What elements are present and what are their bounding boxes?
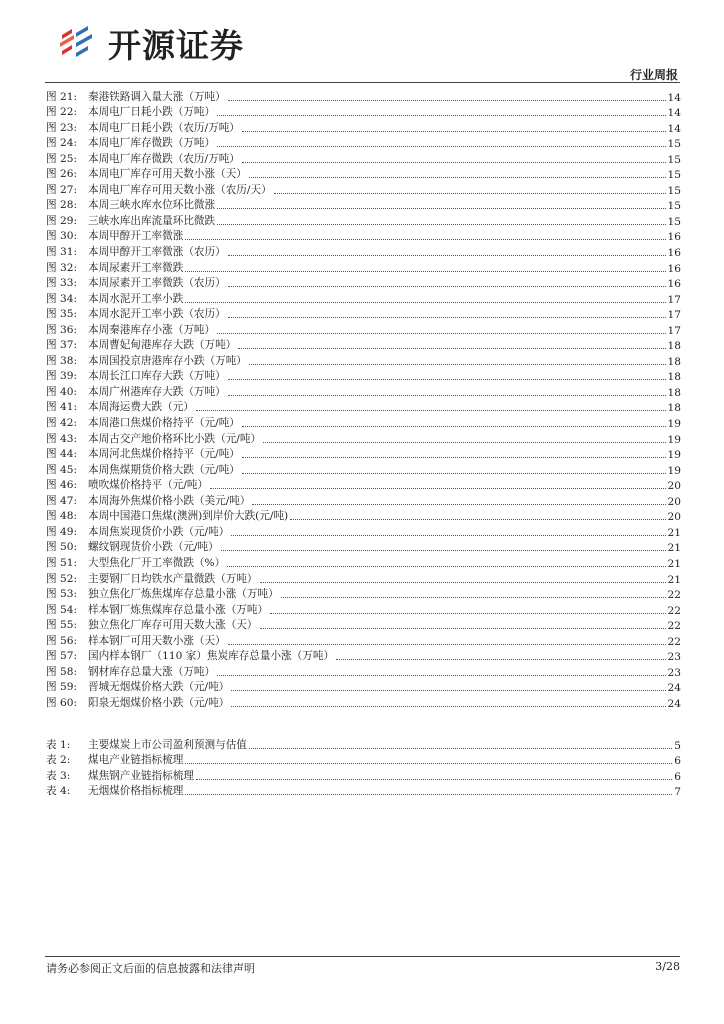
toc-entry-label: 图 36: [46, 323, 78, 336]
footer-disclaimer: 请务必参阅正文后面的信息披露和法律声明 [46, 962, 255, 975]
toc-entry-label: 图 44: [46, 448, 78, 461]
toc-entry-title: 本周曹妃甸港库存大跌（万吨） [88, 339, 237, 352]
toc-entry-page: 16 [667, 231, 681, 244]
toc-leader-dots [252, 503, 665, 505]
toc-entry[interactable] [46, 767, 681, 783]
toc-entry-title: 本周港口焦煤价格持平（元/吨） [88, 417, 240, 430]
toc-entry-title: 样本钢厂可用天数小涨（天） [88, 634, 226, 647]
toc-entry-title: 独立焦化厂库存可用天数大涨（天） [88, 619, 258, 632]
toc-entry[interactable] [46, 446, 681, 462]
toc-entry[interactable] [46, 337, 681, 353]
toc-entry-page: 14 [667, 107, 681, 120]
toc-entry-label: 图 23: [46, 121, 78, 134]
toc-leader-dots [249, 747, 672, 749]
toc-leader-dots [263, 441, 665, 443]
page-number: 3/28 [655, 960, 680, 973]
toc-entry[interactable] [46, 477, 681, 493]
toc-entry-page: 20 [667, 495, 681, 508]
toc-leader-dots [217, 332, 665, 334]
toc-entry-label: 图 59: [46, 681, 78, 694]
toc-entry-label: 图 35: [46, 308, 78, 321]
document-type: 行业周报 [629, 68, 678, 82]
toc-entry-page: 22 [667, 589, 681, 602]
toc-leader-dots [228, 378, 666, 380]
toc-entry-title: 主要煤炭上市公司盈利预测与估值 [88, 738, 247, 751]
toc-entry-page: 22 [667, 604, 681, 617]
toc-leader-dots [281, 596, 666, 598]
toc-entry-title: 本周海外焦煤价格小跌（美元/吨） [88, 494, 251, 507]
toc-entry-title: 本周秦港库存小涨（万吨） [88, 323, 216, 336]
toc-entry-title: 螺纹钢现货价小跌（元/吨） [88, 541, 219, 554]
toc-entry-title: 三峡水库出库流量环比微跌 [88, 214, 216, 227]
toc-entry-page: 17 [667, 309, 681, 322]
toc-leader-dots [185, 301, 665, 303]
toc-leader-dots [231, 705, 665, 707]
toc-entry-page: 18 [667, 355, 681, 368]
toc-entry[interactable] [46, 166, 681, 182]
toc-entry-title: 煤电产业链指标梳理 [88, 754, 184, 767]
toc-entry-title: 国内样本钢厂（110 家）焦炭库存总量小涨（万吨） [88, 650, 335, 663]
toc-leader-dots [242, 472, 666, 474]
toc-entry-title: 本周尿素开工率微跌（农历） [88, 277, 226, 290]
toc-entry-label: 图 49: [46, 525, 78, 538]
toc-entry-page: 23 [667, 666, 681, 679]
toc-entry-label: 表 2: [46, 754, 71, 767]
toc-leader-dots [228, 643, 666, 645]
toc-leader-dots [242, 130, 666, 132]
toc-entry-page: 20 [667, 511, 681, 524]
toc-entry[interactable] [46, 783, 681, 799]
toc-entry-label: 表 1: [46, 738, 71, 751]
toc-entry-label: 图 46: [46, 479, 78, 492]
toc-entry-title: 本周尿素开工率微跌 [88, 261, 184, 274]
toc-entry-page: 7 [674, 786, 681, 799]
toc-entry-title: 本周电厂日耗小跌（农历/万吨） [88, 121, 240, 134]
toc-leader-dots [242, 425, 666, 427]
toc-entry[interactable] [46, 632, 681, 648]
toc-entry[interactable] [46, 212, 681, 228]
toc-entry-label: 图 25: [46, 152, 78, 165]
toc-entry[interactable] [46, 694, 681, 710]
toc-entry[interactable] [46, 539, 681, 555]
toc-entry-page: 6 [674, 755, 681, 768]
toc-leader-dots [217, 114, 665, 116]
toc-leader-dots [185, 238, 665, 240]
toc-entry-label: 图 33: [46, 277, 78, 290]
toc-entry[interactable] [46, 523, 681, 539]
toc-entry-page: 22 [667, 620, 681, 633]
toc-leader-dots [228, 316, 666, 318]
toc-entry-page: 15 [667, 200, 681, 213]
toc-entry-page: 16 [667, 247, 681, 260]
toc-leader-dots [185, 793, 672, 795]
toc-entry-page: 15 [667, 215, 681, 228]
toc-entry-label: 图 47: [46, 494, 78, 507]
toc-entry-title: 本周甲醇开工率微涨 [88, 230, 184, 243]
toc-leader-dots [217, 145, 665, 147]
toc-entry-title: 主要钢厂日均铁水产量微跌（万吨） [88, 572, 258, 585]
toc-entry[interactable] [46, 321, 681, 337]
toc-entry-label: 图 43: [46, 432, 78, 445]
toc-leader-dots [185, 270, 665, 272]
toc-entry[interactable] [46, 461, 681, 477]
toc-entry-title: 本周三峡水库水位环比微涨 [88, 199, 216, 212]
toc-entry[interactable] [46, 88, 681, 104]
toc-entry-page: 15 [667, 169, 681, 182]
toc-entry-label: 图 55: [46, 619, 78, 632]
toc-entry-page: 18 [667, 402, 681, 415]
toc-entry[interactable] [46, 275, 681, 291]
toc-entry-label: 图 50: [46, 541, 78, 554]
toc-entry[interactable] [46, 352, 681, 368]
toc-entry-label: 图 31: [46, 246, 78, 259]
toc-entry-label: 图 58: [46, 665, 78, 678]
toc-entry-label: 图 22: [46, 106, 78, 119]
toc-entry-page: 14 [667, 91, 681, 104]
toc-entry-label: 图 29: [46, 214, 78, 227]
toc-entry-title: 样本钢厂炼焦煤库存总量小涨（万吨） [88, 603, 269, 616]
toc-entry-title: 大型焦化厂开工率微跌（%） [88, 556, 226, 569]
toc-entry-title: 无烟煤价格指标梳理 [88, 785, 184, 798]
toc-entry[interactable] [46, 228, 681, 244]
toc-entry-page: 21 [667, 573, 681, 586]
brand-logo [58, 22, 244, 64]
toc-entry-title: 本周电厂库存微跌（万吨） [88, 137, 216, 150]
toc-leader-dots [242, 456, 666, 458]
toc-entry[interactable] [46, 736, 681, 752]
toc-entry-page: 6 [674, 770, 681, 783]
toc-entry-label: 图 51: [46, 556, 78, 569]
toc-entry-page: 21 [667, 557, 681, 570]
toc-leader-dots [238, 347, 665, 349]
toc-entry-label: 图 26: [46, 168, 78, 181]
toc-entry-page: 15 [667, 153, 681, 166]
toc-entry-label: 图 21: [46, 90, 78, 103]
toc-entry-label: 图 32: [46, 261, 78, 274]
toc-entry-label: 图 27: [46, 183, 78, 196]
toc-entry-label: 图 42: [46, 417, 78, 430]
toc-entry-label: 图 54: [46, 603, 78, 616]
toc-entry-label: 图 30: [46, 230, 78, 243]
toc-entry[interactable] [46, 430, 681, 446]
toc-entry-title: 本周国投京唐港库存小跌（万吨） [88, 354, 247, 367]
toc-entry-title: 本周水泥开工率小跌 [88, 292, 184, 305]
table-list [46, 736, 681, 798]
toc-entry[interactable] [46, 554, 681, 570]
toc-entry-page: 21 [667, 542, 681, 555]
toc-entry-label: 图 60: [46, 696, 78, 709]
header-divider [45, 82, 680, 83]
toc-entry-label: 表 3: [46, 769, 71, 782]
toc-entry-page: 18 [667, 371, 681, 384]
toc-entry[interactable] [46, 663, 681, 679]
toc-entry-label: 图 40: [46, 385, 78, 398]
toc-entry[interactable] [46, 508, 681, 524]
toc-entry-page: 16 [667, 278, 681, 291]
toc-entry-page: 20 [667, 480, 681, 493]
toc-leader-dots [270, 612, 665, 614]
toc-entry-label: 图 56: [46, 634, 78, 647]
toc-entry-title: 本周甲醇开工率微涨（农历） [88, 246, 226, 259]
toc-leader-dots [217, 207, 665, 209]
toc-entry-page: 5 [674, 739, 681, 752]
toc-entry[interactable] [46, 306, 681, 322]
toc-entry-title: 阳泉无烟煤价格小跌（元/吨） [88, 696, 230, 709]
toc-entry-label: 图 34: [46, 292, 78, 305]
toc-entry-title: 本周广州港库存大跌（万吨） [88, 385, 226, 398]
toc-leader-dots [210, 487, 665, 489]
toc-leader-dots [196, 409, 666, 411]
toc-leader-dots [290, 518, 665, 520]
toc-leader-dots [228, 99, 666, 101]
toc-entry-page: 22 [667, 635, 681, 648]
toc-leader-dots [336, 658, 665, 660]
toc-entry[interactable] [46, 104, 681, 120]
toc-entry[interactable] [46, 399, 681, 415]
toc-entry[interactable] [46, 570, 681, 586]
toc-entry-label: 表 4: [46, 785, 71, 798]
figure-list [46, 88, 681, 710]
toc-entry-title: 本周焦煤期货价格大跌（元/吨） [88, 463, 240, 476]
toc-leader-dots [221, 549, 666, 551]
toc-entry[interactable] [46, 492, 681, 508]
toc-entry[interactable] [46, 259, 681, 275]
toc-entry-title: 晋城无烟煤价格大跌（元/吨） [88, 681, 230, 694]
toc-entry-page: 18 [667, 340, 681, 353]
toc-entry[interactable] [46, 243, 681, 259]
toc-entry-label: 图 38: [46, 354, 78, 367]
toc-entry-title: 煤焦钢产业链指标梳理 [88, 769, 194, 782]
toc-entry[interactable] [46, 368, 681, 384]
toc-entry[interactable] [46, 150, 681, 166]
toc-entry[interactable] [46, 135, 681, 151]
toc-entry-label: 图 53: [46, 588, 78, 601]
toc-leader-dots [228, 394, 666, 396]
toc-entry[interactable] [46, 601, 681, 617]
toc-entry-page: 16 [667, 262, 681, 275]
toc-entry-page: 21 [667, 526, 681, 539]
toc-leader-dots [231, 689, 665, 691]
toc-entry-page: 17 [667, 293, 681, 306]
toc-entry[interactable] [46, 383, 681, 399]
toc-entry-title: 本周电厂库存微跌（农历/万吨） [88, 152, 240, 165]
toc-entry-title: 本周古交产地价格环比小跌（元/吨） [88, 432, 262, 445]
toc-entry-page: 24 [667, 682, 681, 695]
toc-entry-page: 15 [667, 184, 681, 197]
toc-entry-page: 19 [667, 464, 681, 477]
toc-entry-label: 图 39: [46, 370, 78, 383]
toc-leader-dots [227, 565, 665, 567]
toc-entry-title: 本周电厂日耗小跌（万吨） [88, 106, 216, 119]
toc-entry-title: 喷吹煤价格持平（元/吨） [88, 479, 209, 492]
toc-entry-label: 图 52: [46, 572, 78, 585]
toc-entry-label: 图 48: [46, 510, 78, 523]
toc-leader-dots [228, 254, 666, 256]
toc-entry-title: 本周电厂库存可用天数小涨（农历/天） [88, 183, 272, 196]
toc-entry[interactable] [46, 679, 681, 695]
toc-entry-page: 19 [667, 418, 681, 431]
toc-entry-page: 17 [667, 324, 681, 337]
toc-entry-title: 本周焦炭现货价小跌（元/吨） [88, 525, 230, 538]
toc-leader-dots [249, 176, 666, 178]
toc-entry[interactable] [46, 586, 681, 602]
toc-leader-dots [249, 363, 666, 365]
brand-name: 开源证券 [108, 25, 244, 65]
toc-entry[interactable] [46, 617, 681, 633]
toc-entry-title: 本周中国港口焦煤(澳洲)到岸价大跌(元/吨) [88, 510, 289, 523]
toc-leader-dots [185, 762, 672, 764]
toc-entry-page: 18 [667, 386, 681, 399]
toc-entry[interactable] [46, 119, 681, 135]
toc-leader-dots [260, 581, 666, 583]
brand-mark-icon [58, 23, 102, 63]
toc-leader-dots [274, 192, 666, 194]
toc-leader-dots [217, 223, 665, 225]
toc-entry-title: 本周长江口库存大跌（万吨） [88, 370, 226, 383]
toc-leader-dots [242, 161, 666, 163]
toc-entry-title: 独立焦化厂炼焦煤库存总量小涨（万吨） [88, 588, 279, 601]
toc-entry[interactable] [46, 197, 681, 213]
footer-divider [45, 956, 680, 957]
toc-entry-page: 19 [667, 433, 681, 446]
toc-entry[interactable] [46, 290, 681, 306]
toc-entry[interactable] [46, 648, 681, 664]
toc-entry-title: 钢材库存总量大涨（万吨） [88, 665, 216, 678]
toc-entry-label: 图 41: [46, 401, 78, 414]
toc-entry-page: 14 [667, 122, 681, 135]
toc-entry-title: 本周海运费大跌（元） [88, 401, 194, 414]
toc-leader-dots [217, 674, 665, 676]
toc-leader-dots [260, 627, 666, 629]
toc-entry[interactable] [46, 181, 681, 197]
toc-entry-label: 图 57: [46, 650, 78, 663]
toc-entry-page: 24 [667, 697, 681, 710]
toc-entry-title: 本周水泥开工率小跌（农历） [88, 308, 226, 321]
toc-entry-label: 图 24: [46, 137, 78, 150]
toc-leader-dots [228, 285, 666, 287]
toc-entry-page: 19 [667, 449, 681, 462]
toc-entry-label: 图 37: [46, 339, 78, 352]
toc-entry-label: 图 28: [46, 199, 78, 212]
toc-entry-title: 本周河北焦煤价格持平（元/吨） [88, 448, 240, 461]
toc-entry-page: 15 [667, 138, 681, 151]
toc-entry-label: 图 45: [46, 463, 78, 476]
toc-entry-title: 本周电厂库存可用天数小涨（天） [88, 168, 247, 181]
toc-entry-page: 23 [667, 651, 681, 664]
toc-entry[interactable] [46, 752, 681, 768]
toc-entry[interactable] [46, 414, 681, 430]
toc-leader-dots [196, 778, 672, 780]
toc-leader-dots [231, 534, 665, 536]
toc-entry-title: 秦港铁路调入量大涨（万吨） [88, 90, 226, 103]
